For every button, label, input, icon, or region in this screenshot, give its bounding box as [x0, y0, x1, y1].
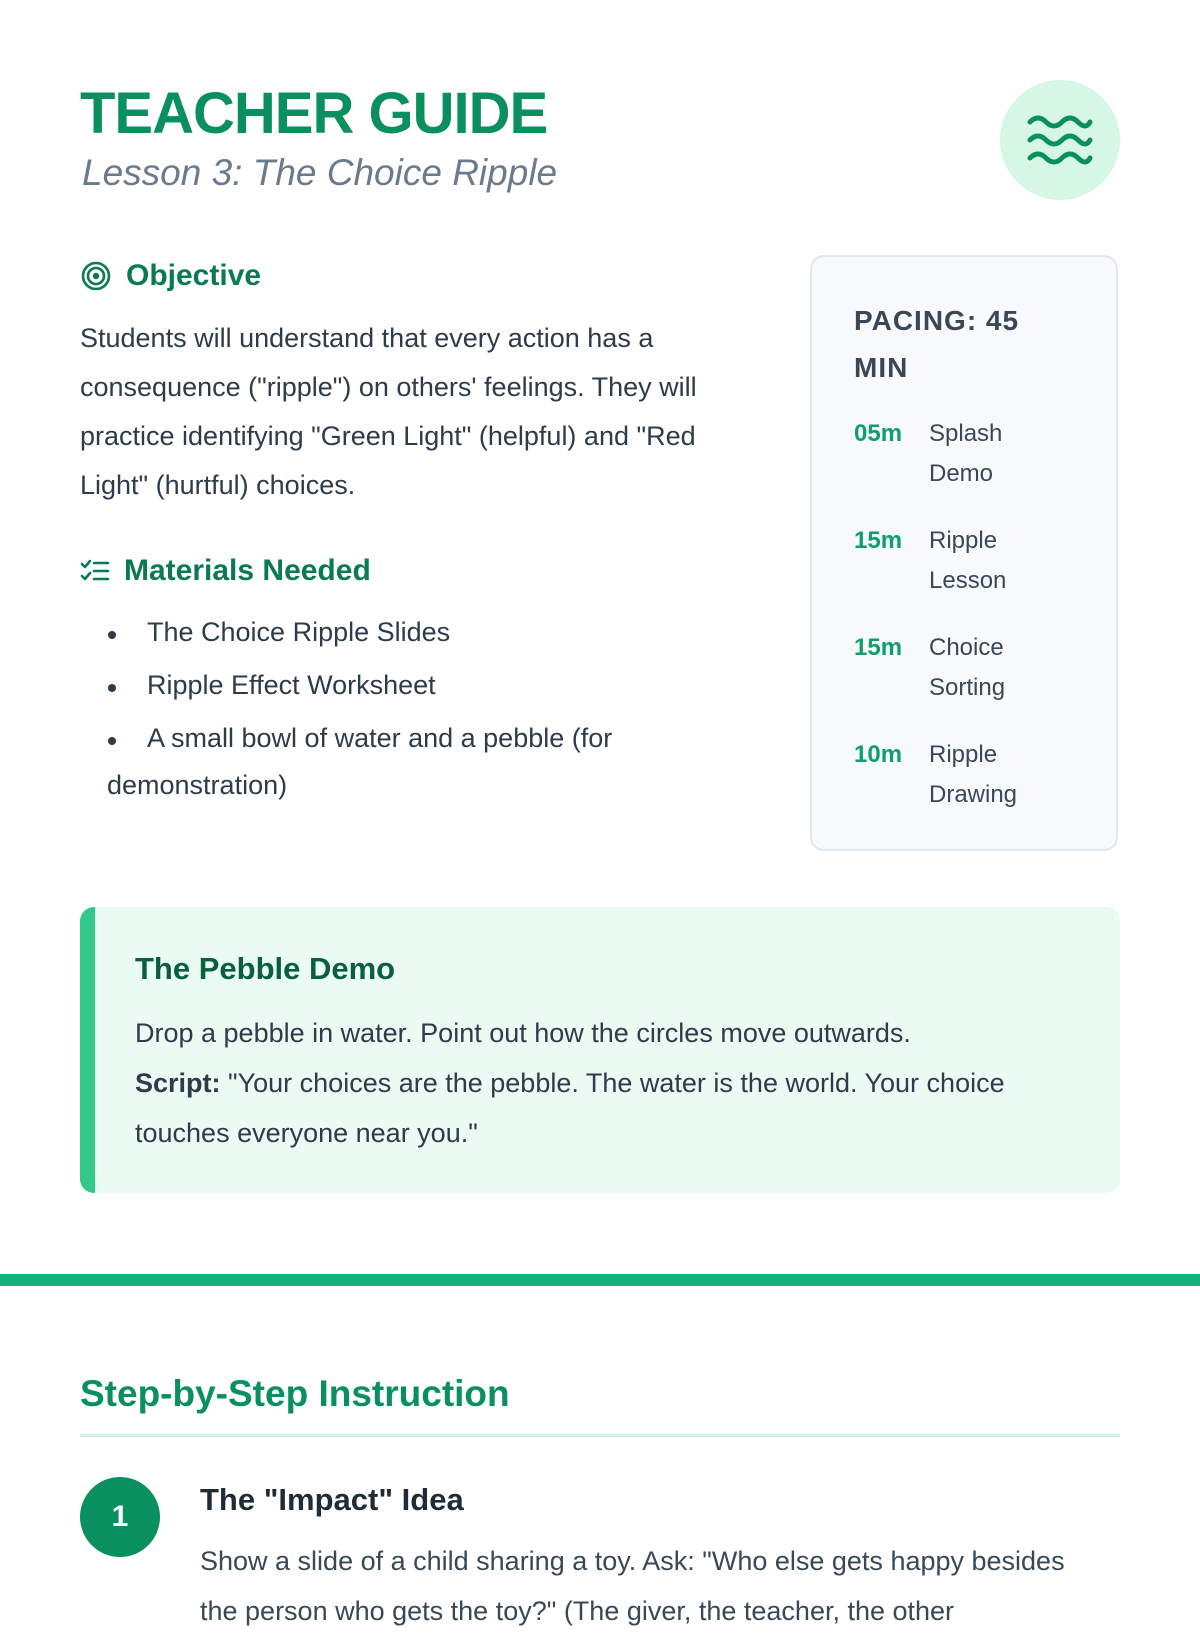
objective-text: Students will understand that every action has a consequence ("ripple") on others' feelings. They will practice identifying "Green Light" (helpful) and "Red Light" (hurtful) choices. — [80, 323, 697, 500]
list-item: The Choice Ripple Slides — [80, 609, 740, 656]
pacing-row — [854, 414, 1049, 494]
step-number-badge: 1 — [80, 1477, 160, 1557]
pacing-time: 15m — [854, 634, 903, 661]
demo-text — [135, 1008, 1095, 1158]
lesson-subtitle: Lesson 3: The Choice Ripple — [82, 152, 558, 193]
page-title: TEACHER GUIDE — [80, 81, 548, 146]
pacing-row — [854, 735, 1049, 815]
materials-list — [80, 609, 740, 815]
pacing-time: 10m — [854, 741, 903, 768]
objective-heading — [80, 256, 261, 296]
waves-badge — [1000, 80, 1120, 200]
checklist-icon — [80, 558, 110, 584]
script-label: Script: — [135, 1068, 221, 1098]
pacing-row — [854, 628, 1049, 708]
pacing-card — [810, 255, 1118, 851]
pacing-activity: Choice Sorting — [929, 634, 1006, 701]
target-icon — [80, 260, 112, 292]
pebble-demo-callout — [80, 907, 1120, 1193]
pacing-activity: Ripple Drawing — [929, 741, 1018, 808]
demo-line: Drop a pebble in water. Point out how the circles move outwards. — [135, 1018, 911, 1048]
section-divider — [0, 1274, 1200, 1286]
waves-icon — [1026, 110, 1094, 170]
pacing-time: 15m — [854, 527, 903, 554]
step-text: Show a slide of a child sharing a toy. Ask: "Who else gets happy besides the person who gets the toy?" (The giver, the teacher, the other — [200, 1546, 1065, 1626]
demo-title: The Pebble Demo — [135, 951, 396, 986]
steps-heading-rule — [80, 1434, 1120, 1437]
pacing-activity: Ripple Lesson — [929, 527, 1007, 594]
pacing-title: PACING: 45 MIN — [854, 305, 1020, 383]
pacing-row — [854, 521, 1049, 601]
step-title: The "Impact" Idea — [200, 1482, 464, 1517]
materials-heading — [80, 551, 371, 591]
script-text: "Your choices are the pebble. The water is the world. Your choice touches everyone near you." — [135, 1068, 1005, 1148]
objective-heading-label: Objective — [126, 259, 262, 292]
pacing-time: 05m — [854, 420, 903, 447]
list-item: A small bowl of water and a pebble (for demonstration) — [80, 715, 740, 809]
steps-heading: Step-by-Step Instruction — [80, 1373, 510, 1414]
materials-heading-label: Materials Needed — [124, 554, 371, 587]
pacing-activity: Splash Demo — [929, 420, 1003, 487]
list-item: Ripple Effect Worksheet — [80, 662, 740, 709]
